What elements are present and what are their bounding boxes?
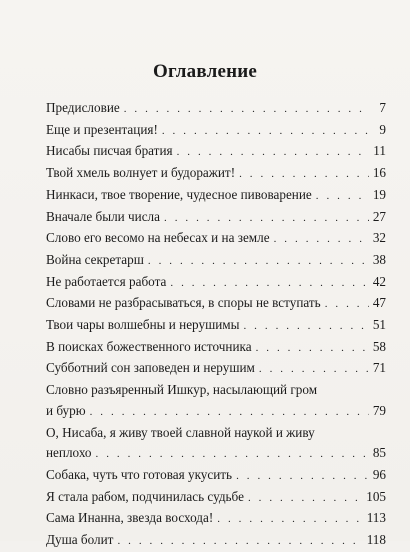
bleed-through-text xyxy=(90,0,390,44)
toc-entry-title: Словами не разбрасываться, в споры не вступать xyxy=(46,295,321,311)
toc-entry-title-line1: О, Нисаба, я живу твоей славной наукой и живу xyxy=(46,424,315,440)
toc-entry-title-line2: неплохо xyxy=(46,445,92,461)
toc-entry-page: 19 xyxy=(372,186,386,202)
toc-entry-title: Вначале были числа xyxy=(46,208,160,224)
toc-entry-page: 58 xyxy=(372,338,386,354)
toc-entry-page: 79 xyxy=(372,402,386,418)
toc-entry-page: 16 xyxy=(372,165,386,181)
leader-dots xyxy=(177,142,369,163)
toc-entry-title: Твои чары волшебны и нерушимы xyxy=(46,317,240,333)
leader-dots xyxy=(243,316,369,337)
toc-entry xyxy=(46,207,386,229)
leader-dots xyxy=(239,164,369,185)
leader-dots xyxy=(90,402,369,423)
leader-dots xyxy=(148,251,369,272)
toc-entry-page: 27 xyxy=(372,208,386,224)
toc-entry-title: Война секретарш xyxy=(46,251,144,267)
toc-entry xyxy=(46,380,386,422)
toc-entry xyxy=(46,423,386,465)
toc-entry-page: 42 xyxy=(372,273,386,289)
toc-entry-title: Я стала рабом, подчинилась судьбе xyxy=(46,488,244,504)
leader-dots xyxy=(96,444,370,465)
toc-entry-title: Сама Инанна, звезда восхода! xyxy=(46,510,214,526)
toc-entry xyxy=(46,250,386,272)
toc-entry-page: 11 xyxy=(373,143,386,159)
toc-entry xyxy=(46,272,386,294)
toc-entry xyxy=(46,315,386,337)
toc-entry-page: 113 xyxy=(366,510,386,526)
bleed-through-mark xyxy=(200,526,230,536)
toc-entry-page: 85 xyxy=(372,445,386,461)
page-title: Оглавление xyxy=(152,61,258,82)
leader-dots xyxy=(162,121,369,142)
toc-entry xyxy=(46,163,386,185)
toc-entry-page: 71 xyxy=(372,360,386,376)
toc-entry-title: Слово его весомо на небесах и на земле xyxy=(46,230,270,246)
toc-entry-page: 38 xyxy=(372,251,386,267)
toc-entry-title: Нисабы писчая братия xyxy=(46,143,173,159)
table-of-contents xyxy=(46,98,386,552)
leader-dots xyxy=(164,208,369,229)
toc-entry-page: 96 xyxy=(372,466,386,482)
toc-entry-title-line2: и бурю xyxy=(46,402,86,418)
toc-entry xyxy=(46,465,386,487)
toc-entry xyxy=(46,185,386,207)
toc-entry-page: 51 xyxy=(372,317,386,333)
toc-entry xyxy=(46,337,386,359)
toc-entry-title: Не работается работа xyxy=(46,273,167,289)
toc-entry-title: В поисках божественного источника xyxy=(46,338,252,354)
toc-entry-page: 32 xyxy=(372,230,386,246)
toc-entry xyxy=(46,228,386,250)
leader-dots xyxy=(274,229,369,250)
toc-entry-title: Твой хмель волнует и будоражит! xyxy=(46,165,236,181)
toc-entry xyxy=(46,487,386,509)
leader-dots xyxy=(117,531,363,552)
toc-entry xyxy=(46,358,386,380)
toc-entry-title: Душа болит xyxy=(46,532,114,548)
toc-entry xyxy=(46,293,386,315)
leader-dots xyxy=(124,99,369,120)
leader-dots xyxy=(248,488,363,509)
toc-entry-page: 47 xyxy=(372,295,386,311)
toc-entry xyxy=(46,98,386,120)
leader-dots xyxy=(217,509,363,530)
toc-entry-title-line1: Словно разъяренный Ишкур, насылающий гром xyxy=(46,382,318,398)
toc-entry xyxy=(46,120,386,142)
toc-entry xyxy=(46,141,386,163)
toc-entry-page: 7 xyxy=(379,100,386,115)
toc-entry-title: Субботний сон заповеден и нерушим xyxy=(46,360,255,376)
leader-dots xyxy=(325,294,369,315)
toc-entry-title: Собака, чуть что готовая укусить xyxy=(46,466,233,482)
leader-dots xyxy=(316,186,369,207)
toc-entry-title: Предисловие xyxy=(46,100,120,115)
leader-dots xyxy=(170,273,369,294)
toc-entry-title: Нинкаси, твое творение, чудесное пивоварение xyxy=(46,186,312,202)
toc-entry-title: Еще и презентация! xyxy=(46,121,158,137)
leader-dots xyxy=(259,359,369,380)
toc-entry-page: 105 xyxy=(366,488,386,504)
leader-dots xyxy=(236,466,369,487)
toc-entry-page: 118 xyxy=(366,532,386,548)
toc-entry-page: 9 xyxy=(379,121,386,137)
leader-dots xyxy=(256,338,369,359)
